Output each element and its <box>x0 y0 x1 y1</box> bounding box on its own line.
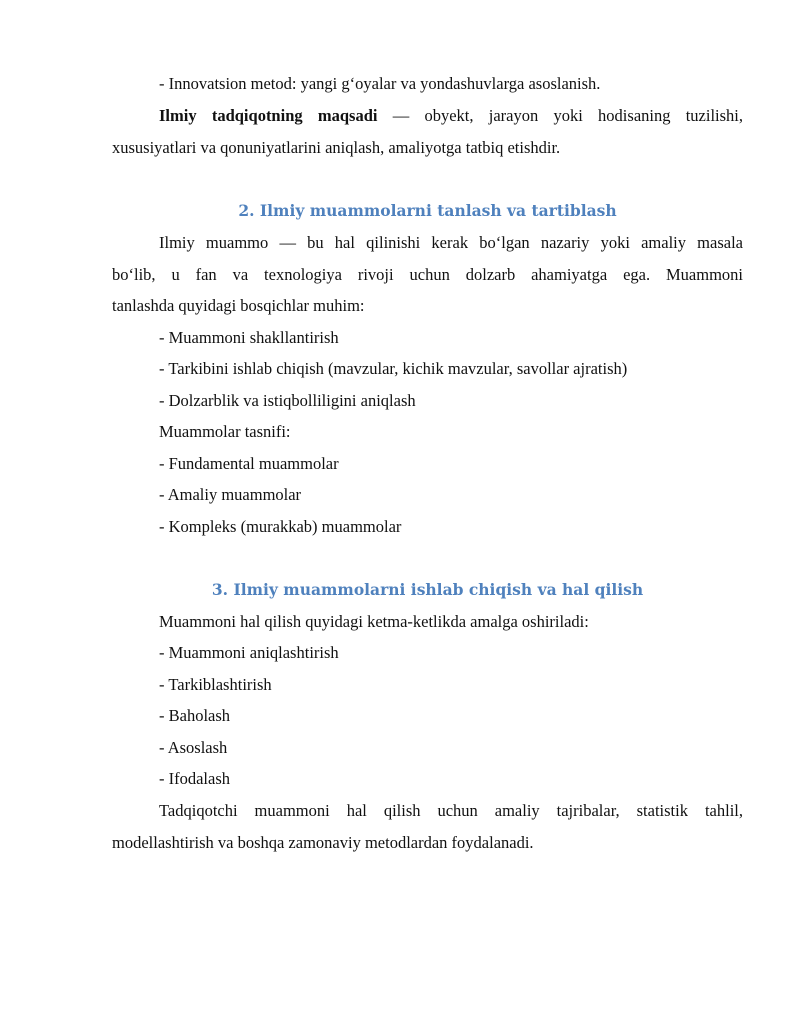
solution-step: - Tarkiblashtirish <box>159 675 272 694</box>
classification-item: - Amaliy muammolar <box>159 485 302 504</box>
research-goal-line <box>159 105 743 127</box>
classification-title: Muammolar tasnifi: <box>159 422 291 441</box>
research-goal-term: Ilmiy tadqiqotning maqsadi <box>159 106 378 125</box>
research-goal-line-2: xususiyatlari va qonuniyatlarini aniqlash, amaliyotga tatbiq etishdir. <box>112 138 561 157</box>
problem-definition-line-1: Ilmiy muammo — bu hal qilinishi kerak bo‘lgan nazariy yoki amaliy masala <box>159 233 743 252</box>
conclusion-line-2: modellashtirish va boshqa zamonaviy metodlardan foydalanadi. <box>112 833 534 852</box>
research-goal-definition: — obyekt, jarayon yoki hodisaning tuzilishi, <box>377 106 744 125</box>
classification-item: - Fundamental muammolar <box>159 454 339 473</box>
solution-sequence-intro: Muammoni hal qilish quyidagi ketma-ketlikda amalga oshiriladi: <box>159 612 589 631</box>
section-3-heading: 3. Ilmiy muammolarni ishlab chiqish va hal qilish <box>211 580 644 599</box>
solution-step: - Baholash <box>159 706 231 725</box>
problem-definition-line-2: bo‘lib, u fan va texnologiya rivoji uchun dolzarb ahamiyatga ega. Muammoni <box>112 265 743 284</box>
conclusion-line-1: Tadqiqotchi muammoni hal qilish uchun amaliy tajribalar, statistik tahlil, <box>159 801 743 820</box>
stage-item: - Tarkibini ishlab chiqish (mavzular, kichik mavzular, savollar ajratish) <box>159 359 628 378</box>
stage-item: - Dolzarblik va istiqbolliligini aniqlash <box>159 391 416 410</box>
classification-item: - Kompleks (murakkab) muammolar <box>159 517 402 536</box>
innovation-method-line: - Innovatsion metod: yangi g‘oyalar va yondashuvlarga asoslanish. <box>159 74 601 93</box>
stage-item: - Muammoni shakllantirish <box>159 328 339 347</box>
solution-step: - Ifodalash <box>159 769 231 788</box>
problem-definition-line-3: tanlashda quyidagi bosqichlar muhim: <box>112 296 365 315</box>
solution-step: - Muammoni aniqlashtirish <box>159 643 339 662</box>
section-2-heading: 2. Ilmiy muammolarni tanlash va tartiblash <box>238 201 617 220</box>
solution-step: - Asoslash <box>159 738 228 757</box>
